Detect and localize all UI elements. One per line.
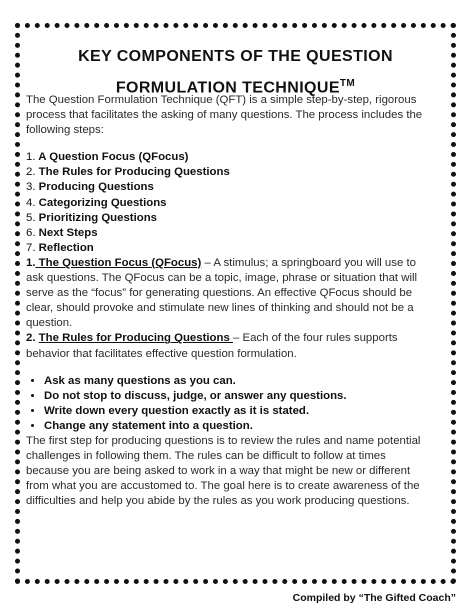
step-label: Reflection <box>38 241 94 254</box>
step-number: 6. <box>26 226 36 239</box>
section-2-text: – Each of the four rules supports behavior that facilitates effective question formulation. <box>26 332 398 360</box>
section-1-heading: The Question Focus (QFocus) <box>35 256 202 269</box>
section-rules <box>26 331 431 361</box>
step-number: 3. <box>26 181 36 194</box>
step-number: 2. <box>26 166 36 179</box>
rule-item: • Write down every question exactly as it is stated. <box>44 404 431 419</box>
step-item <box>26 165 431 180</box>
rules-list <box>26 374 431 434</box>
section-1-text: – A stimulus; a springboard you will use to ask questions. The QFocus can be a topic, image, phrase or situation that will serve as the “focus” for generating questions. An effective QFocus should be clear, should provoke and stimulate new lines of thinking and should not be a question. <box>26 256 418 330</box>
step-item <box>26 241 431 256</box>
step-label: A Question Focus (QFocus) <box>38 151 189 164</box>
step-label: Producing Questions <box>38 181 154 194</box>
section-2-heading: The Rules for Producing Questions <box>38 332 233 345</box>
step-label: Prioritizing Questions <box>38 211 158 224</box>
step-number: 7. <box>26 241 36 254</box>
trademark-mark: TM <box>339 78 356 89</box>
step-item <box>26 196 431 211</box>
steps-list <box>26 150 431 256</box>
rule-item: • Change any statement into a question. <box>44 419 431 434</box>
title-line-1: KEY COMPONENTS OF THE QUESTION <box>78 48 393 65</box>
title-line-2-text: FORMULATION TECHNIQUE <box>115 79 340 97</box>
credit-line: Compiled by “The Gifted Coach” <box>292 592 456 604</box>
step-item <box>26 180 431 195</box>
step-label: Next Steps <box>38 226 98 239</box>
step-number: 1. <box>26 151 36 164</box>
step-label: Categorizing Questions <box>38 196 167 209</box>
section-2-number: 2. <box>26 332 36 345</box>
step-label: The Rules for Producing Questions <box>38 166 230 179</box>
step-number: 4. <box>26 196 36 209</box>
rule-item: • Do not stop to discuss, judge, or answer any questions. <box>44 389 431 404</box>
intro-paragraph: The Question Formulation Technique (QFT) is a simple step-by-step, rigorous process that facilitates the asking of many questions. The process includes the following steps: <box>26 94 423 137</box>
step-item <box>26 226 431 241</box>
rule-item: • Ask as many questions as you can. <box>44 374 431 389</box>
step-item <box>26 211 431 226</box>
step-item <box>26 150 431 165</box>
section-question-focus <box>26 256 431 331</box>
step-number: 5. <box>26 211 36 224</box>
closing-paragraph: The first step for producing questions is to review the rules and name potential challenges in following them. The rules can be difficult to follow at times because you are being asked to work in a way that might be new or different from what you are accustomed to. The goal here is to create awareness of the difficulties and help you abide by the rules as you work producing questions. <box>26 434 421 508</box>
document-body <box>26 93 431 509</box>
section-1-number: 1. <box>26 256 36 269</box>
